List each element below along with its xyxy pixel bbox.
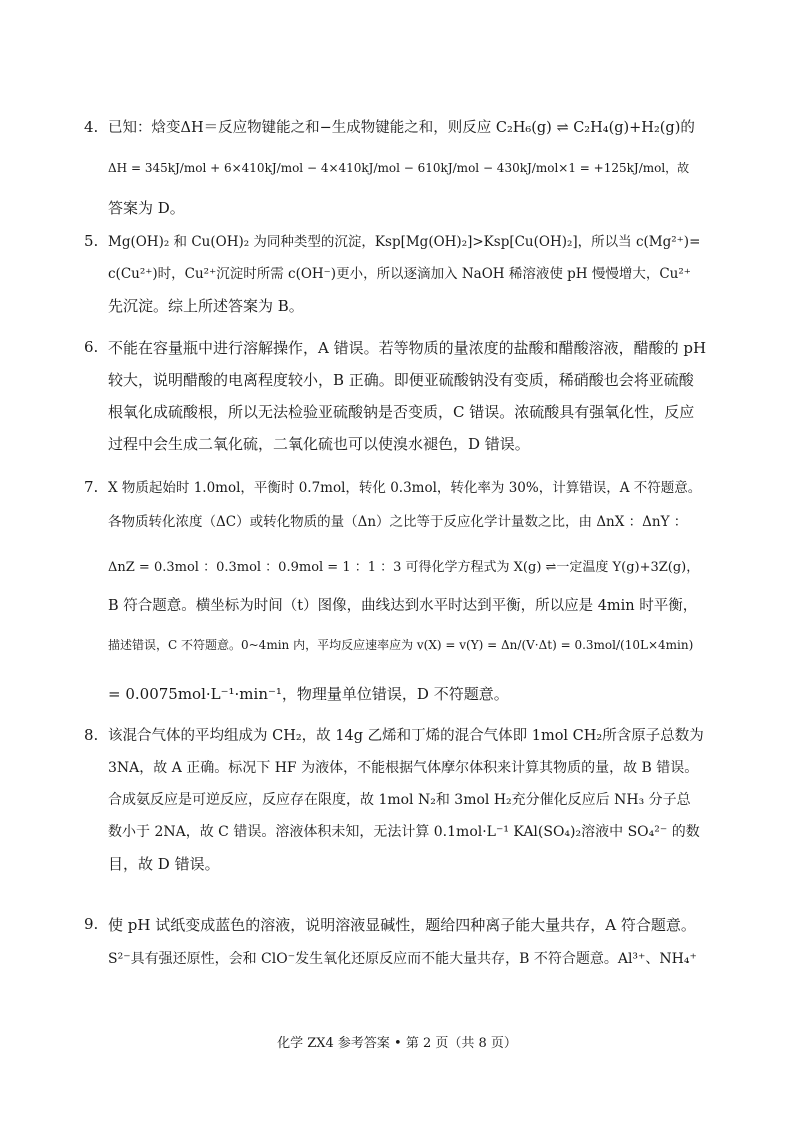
item-number: 4. xyxy=(84,118,99,136)
item-line: S²⁻具有强还原性，会和 ClO⁻发生氧化还原反应而不能大量共存，B 不符合题意。Al³⁺、NH₄⁺ xyxy=(108,951,697,967)
item-number: 5. xyxy=(84,232,99,250)
item-line: 各物质转化浓度（ΔC）或转化物质的量（Δn）之比等于反应化学计量数之比，由 ΔnX ：ΔnY ： xyxy=(108,514,688,530)
item-line: ΔnZ = 0.3mol ：0.3mol ：0.9mol = 1 ：1 ：3 可得化学方程式为 X(g) ⇌一定温度 Y(g)+3Z(g)， xyxy=(108,560,700,575)
item-line: 描述错误，C 不符题意。0~4min 内，平均反应速率应为 v(X) = v(Y) = Δn/(V·Δt) = 0.3mol/(10L×4min) xyxy=(108,638,694,652)
item-line: 先沉淀。综上所述答案为 B。 xyxy=(108,297,304,315)
item-line: 目，故 D 错误。 xyxy=(108,855,220,873)
item-line: 合成氨反应是可逆反应，反应存在限度，故 1mol N₂和 3mol H₂充分催化反应后 NH₃ 分子总 xyxy=(108,792,691,808)
item-line: 使 pH 试纸变成蓝色的溶液，说明溶液显碱性，题给四种离子能大量共存，A 符合题意。 xyxy=(108,916,696,934)
item-line: X 物质起始时 1.0mol，平衡时 0.7mol，转化 0.3mol，转化率为 30%，计算错误，A 不符题意。 xyxy=(108,480,702,496)
item-number: 8. xyxy=(84,726,99,744)
item-line: ΔH = 345kJ/mol + 6×410kJ/mol − 4×410kJ/mol − 610kJ/mol − 430kJ/mol×1 = +125kJ/mol，故 xyxy=(108,161,690,175)
page-footer: 化学 ZX4 参考答案 • 第 2 页（共 8 页） xyxy=(277,1036,517,1051)
item-line: 已知：焓变ΔH＝反应物键能之和−生成物键能之和，则反应 C₂H₆(g) ⇌ C₂H₄(g)+H₂(g)的 xyxy=(108,120,695,136)
item-number: 7. xyxy=(84,478,99,496)
item-line: B 符合题意。横坐标为时间（t）图像，曲线达到水平时达到平衡，所以应是 4min 时平衡， xyxy=(108,598,698,614)
item-number: 9. xyxy=(84,915,99,933)
item-line: 过程中会生成二氧化硫，二氧化硫也可以使溴水褪色，D 错误。 xyxy=(108,435,530,453)
item-line: 该混合气体的平均组成为 CH₂，故 14g 乙烯和丁烯的混合气体即 1mol CH₂所含原子总数为 xyxy=(108,728,704,744)
item-line: = 0.0075mol·L⁻¹·min⁻¹，物理量单位错误，D 不符题意。 xyxy=(108,685,509,703)
item-line: 较大，说明醋酸的电离程度较小，B 正确。即便亚硫酸钠没有变质，稀硝酸也会将亚硫酸 xyxy=(108,371,694,389)
item-line: 不能在容量瓶中进行溶解操作，A 错误。若等物质的量浓度的盐酸和醋酸溶液，醋酸的 pH xyxy=(108,339,707,357)
item-line: 答案为 D。 xyxy=(108,199,185,217)
item-line: c(Cu²⁺)时，Cu²⁺沉淀时所需 c(OH⁻)更小，所以逐滴加入 NaOH 稀溶液使 pH 慢慢增大，Cu²⁺ xyxy=(108,266,691,282)
item-number: 6. xyxy=(84,338,99,356)
item-line: 根氧化成硫酸根，所以无法检验亚硫酸钠是否变质，C 错误。浓硫酸具有强氧化性，反应 xyxy=(108,403,695,421)
item-line: 数小于 2NA，故 C 错误。溶液体积未知，无法计算 0.1mol·L⁻¹ KAl(SO₄)₂溶液中 SO₄²⁻ 的数 xyxy=(108,824,700,840)
item-line: Mg(OH)₂ 和 Cu(OH)₂ 为同种类型的沉淀，Ksp[Mg(OH)₂]>Ksp[Cu(OH)₂]，所以当 c(Mg²⁺)= xyxy=(108,234,701,250)
item-line: 3NA，故 A 正确。标况下 HF 为液体，不能根据气体摩尔体积来计算其物质的量，故 B 错误。 xyxy=(108,760,699,776)
